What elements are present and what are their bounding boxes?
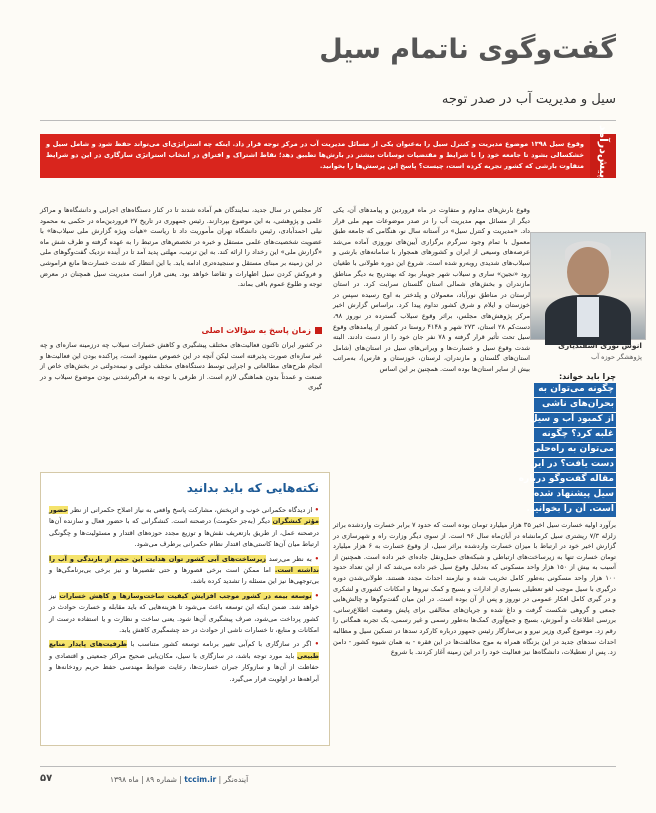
why-read-box: [518, 372, 616, 518]
article-column-right: [333, 205, 530, 517]
bullet-icon: •: [312, 506, 320, 514]
key-point-item: [49, 554, 319, 588]
article-paragraph: کار مجلس در سال جدید، نمایندگان هم آماده شدند تا در کنار دستگاه‌های اجرایی و دانشگاه‌ها و مراکز علمی و پژوهشی، به این موضوع بپردازند. رئیس جمهوری در تاریخ ۲۷ فروردین‌ماه در حکمی به محمود نیلی احمدآبادی، رئیس دانشگاه تهران مأموریت داد تا ریاست «هیأت ویژه گزارش ملی سیلاب‌ها» با عضویت شخصیت‌های علمی مستقل و خبره در تخصص‌های مرتبط را به عهده گرفته و ظرف شش ماه «گزارش ملی» این رخداد را ارائه کند. به این ترتیب، مهلتی پدید آمد تا در آینده نزدیک گفت‌وگوهای ملی در این زمینه بر مبنای مستقل و سنجیده‌تری ادامه یابد. با این انتظار که شدت خسارت‌ها مانع فراموشی و فروکش کردن سیل اظهارات و تقاضا خواهد بود. یعنی قرار است مدیریت سیل همچنان در معرض توجه و طلوع عموم باقی بماند.: [40, 206, 323, 289]
key-point-text: نیز خواهد شد. ضمن اینکه این توسعه باعث می‌شود تا هزینه‌هایی که باید مقابله و خسارت حوادث در کشور پرداخت می‌شود، صرف پیشگیری آن‌ها شود. یعنی ساخت و نظارت و یا استفاده درست از امکانات و منابع، تا خسارات ناشی از حوادث در حد چشمگیری کاهش یابد.: [49, 591, 319, 635]
why-read-line: می‌توان به راه‌حلی: [534, 443, 616, 457]
section-heading: زمان پاسخ به سؤالات اصلی: [202, 326, 322, 335]
why-read-line: است. آن را بخوانید.: [534, 503, 616, 517]
bullet-icon: •: [311, 554, 319, 563]
interviewee-role: پژوهشگر حوزه آب: [591, 353, 642, 361]
magazine-name: آینده‌نگر: [223, 775, 249, 784]
lead-banner: [40, 124, 616, 178]
footer-divider: [40, 766, 616, 767]
header-divider: [40, 120, 616, 121]
key-point-text: باید مورد توجه باشد، در سازگاری با سیل، مکان‌یابی صحیح مراکز جمعیتی و اقتصادی و حفاظت از آن‌ها و سازوکار جبران خسارت‌ها، رعایت ضوابط مهندسی حفظ حریم رودخانه‌ها و آبراهه‌ها در اولویت قرار می‌گیرد.: [49, 651, 319, 683]
article-paragraph: وقوع بارش‌های مداوم و متفاوت در ماه فروردین و پیامدهای آن، یکی دیگر از مسائل مهم مدیریت آب را در صدر موضوعات مهم ملی قرار داد. «مدیریت و کنترل سیل» در آستانه سال نو، هنگامی که جامعه طبق معمول با تمام وجود سرگرم برگزاری آیین‌های نوروزی آماده می‌شد عرصه‌های وسیعی از ایران و کشورهای همجوار با سامانه‌های بارشی و سیلاب‌های شدیدی روبه‌رو شده است. شروع این دوره طولانی با طغیان رود «نجین» ساری و سیلاب شهر جویبار بود که بهتدریج به دیگر مناطق مازندران و بخش‌های شمالی استان گلستان سرایت کرد. در استان لرستان در مناطق نورآباد، معمولان و پلدختر به اوج رسیده سپس در خوزستان و ایلام و شرق کشور تداوم پیدا کرد. براساس گزارش اخیر مرکز پژوهش‌های مجلس، براثر وقوع سیلاب گسترده در نوروز ۹۸، دست‌کم ۲۸ استان، ۲۷۳ شهر و ۴۱۴۸ روستا در کشور از پیامدهای وقوع سیل تحت تأثیر قرار گرفته و ۷۸ نفر جان خود را از دست دادند. البته شدت وقوع سیل و خسارت‌ها و ویرانی‌های سیل در استان‌های (شامل استان‌های گلستان و مازندران، لرستان، خوزستان و فارس)، به‌مراتب بیش از سایر استان‌ها بوده است. همچنین بر این اساس: [333, 206, 531, 373]
page-number: ۵۷: [40, 773, 53, 784]
why-read-line: غلبه کرد؟ چگونه: [534, 428, 616, 442]
key-point-highlight: حضور مؤثر کنشگران: [49, 506, 319, 526]
why-read-line: دست یافت؟ در این: [534, 458, 616, 472]
key-point-highlight: توسعه بیمه در کشور موجب افزایش کیفیت ساخت‌وسازها و کاهش خسارات: [59, 591, 312, 600]
section-text: [40, 340, 322, 458]
lead-tag: پیش‌درآمد: [590, 134, 616, 178]
key-point-item: [49, 505, 319, 551]
why-read-line: سیل پیشنهاد شده: [534, 488, 616, 502]
key-points-list: [49, 505, 319, 739]
site-link[interactable]: tccim.ir: [184, 775, 217, 784]
key-point-item: [49, 639, 319, 685]
page-subtitle: سیل و مدیریت آب در صدر توجه: [441, 92, 616, 107]
interviewee-photo: [530, 232, 646, 340]
why-read-line: بحران‌های ناشی: [534, 398, 616, 412]
page-footer: [40, 773, 616, 787]
key-points-box: [40, 472, 330, 746]
why-read-line: مقاله گفت‌وگو درباره: [534, 473, 616, 487]
article-column-left: [40, 205, 322, 317]
section-marker-icon: [315, 327, 322, 334]
issue-label: شماره ۸۹ | ماه ۱۳۹۸: [110, 775, 177, 784]
key-points-title: نکته‌هایی که باید بدانید: [186, 481, 319, 495]
key-point-text: اما ممکن است برخی قصورها و حتی تقصیرها و نیز برخی بی‌برنامگی‌ها و بی‌توجهی‌ها نیز این مسئله را تشدید کرده باشد.: [49, 566, 319, 586]
page-title: گفت‌وگوی ناتمام سیل: [319, 34, 616, 65]
key-point-highlight: ظرفیت‌های پایدار منابع طبیعی: [49, 640, 319, 660]
key-point-text: دیگر (به‌جز حکومت) درصحنه است. کنشگرانی که با حضور فعال و سازنده آن‌ها درصحنه عمل، از طریق بازتعریف نقش‌ها و توزیع مجدد حوزه‌های اقتدار و مسئولیت‌ها و چگونگی ارتباط میان آن‌ها کاستی‌های اقتدار نظام حکمرانی برطرف می‌شود.: [49, 517, 319, 549]
why-read-title: چرا باید خواند:: [558, 372, 616, 381]
key-point-highlight: زیرساخت‌های آبی کشور توان هدایت این حجم از بارندگی و آب را نداشته است.: [49, 554, 319, 575]
article-column-lower-right: [333, 520, 616, 782]
key-point-item: [49, 591, 319, 637]
why-read-line: چگونه می‌توان به: [534, 383, 616, 397]
lead-text: وقوع سیل ۱۳۹۸ موضوع مدیریت و کنترل سیل را به‌عنوان یکی از مسائل مدیریت آب در مرکز توجه قرار داد. اینکه چه استراتژی‌ای می‌تواند حفظ شود و شامل سیل و خشکسالی بشود تا جامعه خود را با شرایط و مقتضیات نوسانات بیشتر در بارش‌ها تطبیق دهد؛ نقاط اشتراک و افتراق در انتخاب استراتژی سازگاری در این دو شرایط متفاوت بارشی که کشور تجربه کرده است، چیست؟ پاسخ این پرسش‌ها را بخوانید.: [46, 140, 584, 170]
why-read-line: از کمبود آب و سیل: [534, 413, 616, 427]
key-point-text: به نظر می‌رسد: [266, 554, 312, 563]
key-point-text: اگر در سازگاری با کم‌آبی تغییر برنامه توسعه کشور متناسب با: [127, 640, 312, 649]
bullet-icon: •: [311, 591, 319, 600]
key-point-text: از دیدگاه حکمرانی خوب و اثربخش، مشارکت پاسخ واقعی به نیاز اصلاح حکمرانی از نظر: [68, 506, 313, 514]
article-paragraph: برآورد اولیه خسارت سیل اخیر ۳۵ هزار میلیارد تومان بوده است که حدود ۷ برابر خسارت واردشده براثر زلزله ۷/۳ ریشتری سیل کرمانشاه در آبان‌ماه سال ۹۶ است. از سوی دیگر وزارت راه و شهرسازی در گزارش اخیر خود در ارتباط با میزان خسارت واردشده براثر سیل، از وقوع خسارت به ۶ هزار میلیارد تومان خسارت تنها به زیرساخت‌های ارتباطی و شبکه‌های حمل‌ونقل جاده‌ای خبر داده است. همچنین از آسیب به بیش از ۱۵۰ هزار واحد مسکونی که به‌دلیل وقوع سیل خبر داده می‌شد که از این تعداد حدود ۱۰۰ هزار واحد مسکونی به‌طور کامل تخریب شده و نیازمند احداث مجدد هستند. طولانی‌شدن دوره درگیری با سیل موجب لغو تعطیلی بسیاری از ادارات و بسیج و کمک نیروها و امکانات کشوری و لشکری و در گیری کامل افکار عمومی در نوروز و پس از آن بوده است. در این میان گفت‌وگوها و چالش‌هایی جمعی و گروهی شکست گرفت و داغ شده و جریان‌های مخالفی برای پایش وضعیت اطلاع‌رسانی، بررسی اطلاعات و آموزش، بسیج و جمع‌آوری کمک‌ها به‌طور رسمی و غیر رسمی، یک تجربه همگانی را رقم زد. موضوع گیری وزیر نیرو و بی‌سازگار رئیس جمهور درباره کارکرد سدها در تسکین سیل و مطالبه احداث سدهای جدید در این بزنگاه همراه به موج مخالفت‌ها در این فقره - به همان شیوه کشور - دامن زد. پس از تعطیلات، دانشگاه‌ها نیز فعالیت خود را در این زمینه آغاز کردند. با شروع: [333, 521, 617, 657]
article-paragraph: در کشور ایران تاکنون فعالیت‌های مختلف پیشگیری و کاهش خسارات سیلاب چه درزمینه سازه‌ای و چه غیر سازه‌ای صورت پذیرفته است لیکن آنچه در این خصوص مشهود است، پراکنده بودن این فعالیت‌ها و انجام طرح‌های مطالعاتی و اجرایی توسط دستگاه‌های مختلف دولتی و نیمه‌دولتی در بخش‌های خاص از صنعت و عمدتاً بدون هماهنگی لازم است. از طرفی با توجه به فراگیرشدنی بودن موضوع سیلاب و در گیری: [40, 341, 322, 392]
interviewee-name: انوش نوری اسفندیاری: [558, 341, 642, 350]
bullet-icon: •: [311, 640, 319, 649]
footer-issue: شماره ۸۹ | ماه ۱۳۹۸ | tccim.ir | آینده‌نگر: [110, 775, 249, 784]
